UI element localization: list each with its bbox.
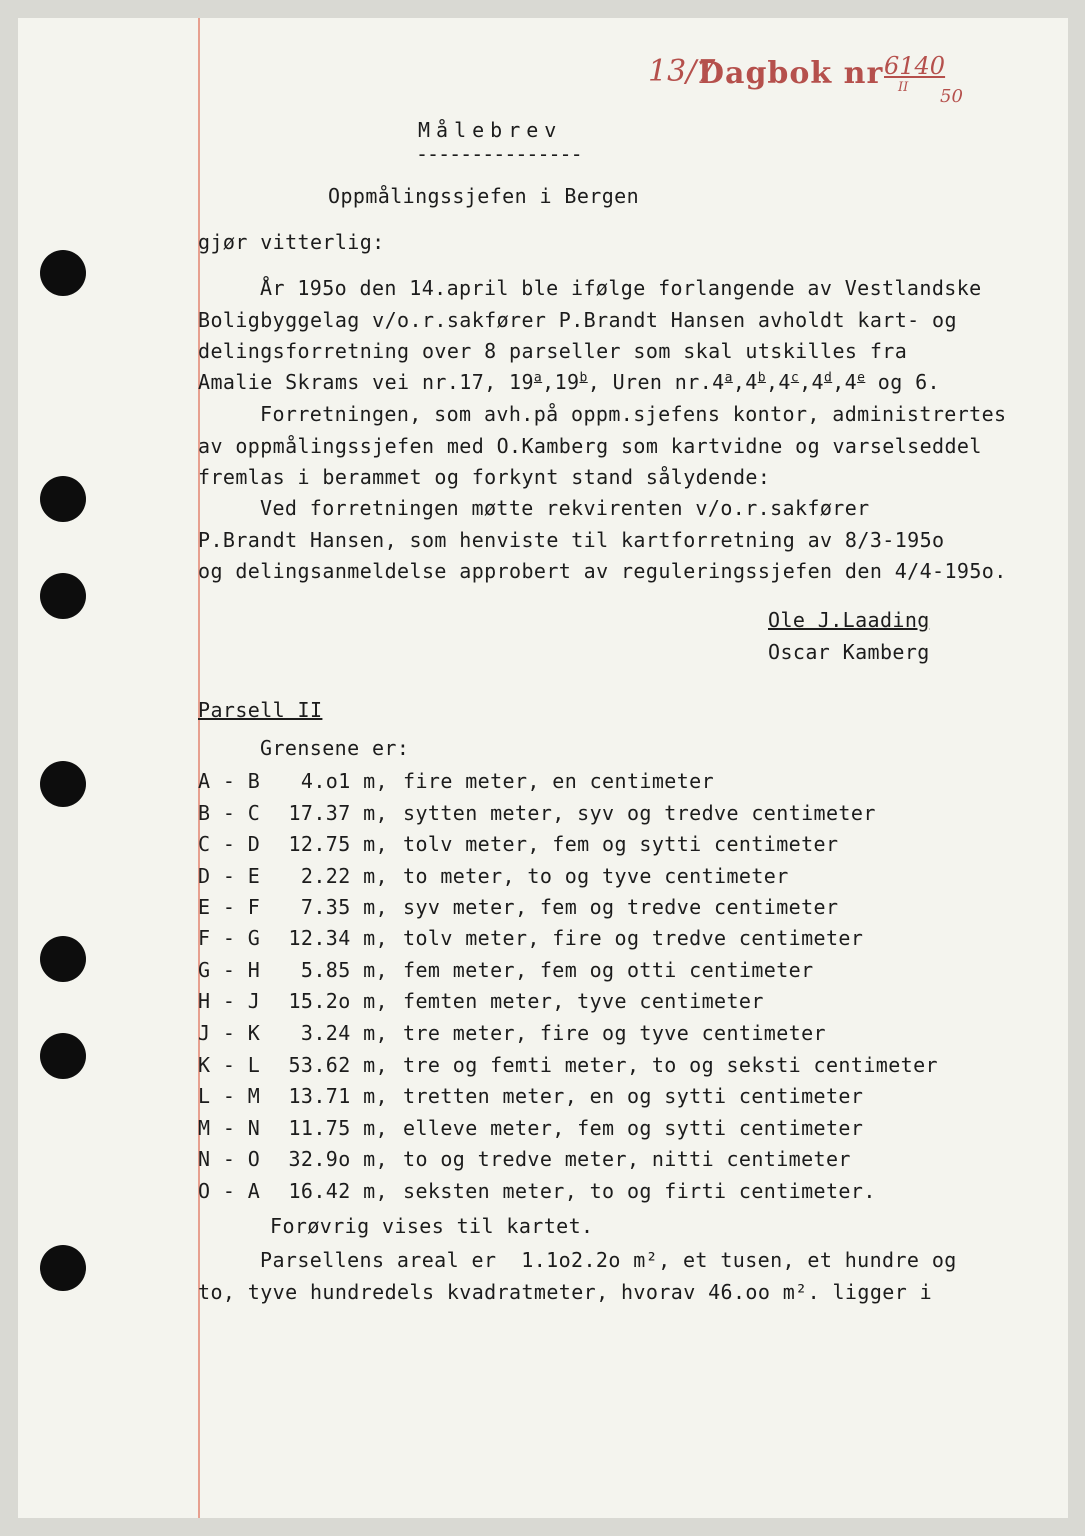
area-line: Parsellens areal er 1.1o2.2o m², et tusen, et hundre og <box>260 1248 957 1272</box>
boundary-segment: K - L <box>198 1053 261 1077</box>
boundary-segment: O - A <box>198 1179 261 1203</box>
boundary-description: to meter, to og tyve centimeter <box>403 864 789 888</box>
map-reference-note: Forøvrig vises til kartet. <box>270 1214 594 1238</box>
punch-hole <box>40 573 86 619</box>
boundary-length: 5.85 m, <box>300 958 388 982</box>
boundary-segment: N - O <box>198 1147 261 1171</box>
boundary-description: syv meter, fem og tredve centimeter <box>403 895 839 919</box>
boundary-segment: C - D <box>198 832 261 856</box>
boundary-description: tolv meter, fire og tredve centimeter <box>403 926 864 950</box>
boundary-description: tre og femti meter, to og seksti centimeter <box>403 1053 938 1077</box>
boundary-segment: G - H <box>198 958 261 982</box>
paragraph-line: Forretningen, som avh.på oppm.sjefens kontor, administrertes <box>260 402 1007 426</box>
boundary-description: fem meter, fem og otti centimeter <box>403 958 814 982</box>
signature-name: Ole J.Laading <box>768 608 930 632</box>
boundary-length: 15.2o m, <box>288 989 388 1013</box>
punch-hole <box>40 761 86 807</box>
paragraph-line: delingsforretning over 8 parseller som skal utskilles fra <box>198 339 908 363</box>
boundary-length: 13.71 m, <box>288 1084 388 1108</box>
paragraph-line: fremlas i berammet og forkynt stand sålydende: <box>198 465 771 489</box>
signature-name: Oscar Kamberg <box>768 640 930 664</box>
paragraph-line: Ved forretningen møtte rekvirenten v/o.r.sakfører <box>260 496 870 520</box>
stamp-note-handwritten: II <box>898 80 909 95</box>
title-underline: --------------- <box>416 142 582 166</box>
document-page <box>18 18 1068 1518</box>
stamp-year-handwritten: 50 <box>940 86 963 107</box>
boundary-length: 53.62 m, <box>288 1053 388 1077</box>
boundary-segment: J - K <box>198 1021 261 1045</box>
boundary-length: 17.37 m, <box>288 801 388 825</box>
boundary-length: 12.34 m, <box>288 926 388 950</box>
boundary-description: tretten meter, en og sytti centimeter <box>403 1084 864 1108</box>
boundary-length: 4.o1 m, <box>300 769 388 793</box>
punch-hole <box>40 1033 86 1079</box>
boundary-description: seksten meter, to og firti centimeter. <box>403 1179 876 1203</box>
area-line: to, tyve hundredels kvadratmeter, hvorav 46.oo m². ligger i <box>198 1280 933 1304</box>
boundary-segment: E - F <box>198 895 261 919</box>
boundary-segment: M - N <box>198 1116 261 1140</box>
boundary-segment: D - E <box>198 864 261 888</box>
boundary-segment: L - M <box>198 1084 261 1108</box>
dagbok-stamp: Dagbok nr <box>698 56 884 91</box>
page-title: Målebrev <box>418 118 563 142</box>
boundary-description: tre meter, fire og tyve centimeter <box>403 1021 826 1045</box>
issuing-office: Oppmålingssjefen i Bergen <box>328 184 640 208</box>
paragraph-line: P.Brandt Hansen, som henviste til kartforretning av 8/3-195o <box>198 528 945 552</box>
boundary-length: 7.35 m, <box>300 895 388 919</box>
parcel-heading: Parsell II <box>198 698 323 722</box>
boundary-length: 12.75 m, <box>288 832 388 856</box>
boundary-description: fire meter, en centimeter <box>403 769 715 793</box>
stamp-date-handwritten: 13/7 <box>648 54 716 89</box>
boundaries-intro: Grensene er: <box>260 736 410 760</box>
stamp-number-handwritten: 6140 <box>884 52 946 80</box>
paragraph-line: av oppmålingssjefen med O.Kamberg som kartvidne og varselseddel <box>198 434 982 458</box>
paragraph-line: Boligbyggelag v/o.r.sakfører P.Brandt Hansen avholdt kart- og <box>198 308 957 332</box>
paragraph-line: År 195o den 14.april ble ifølge forlangende av Vestlandske <box>260 276 982 300</box>
opening-line: gjør vitterlig: <box>198 230 385 254</box>
punch-hole <box>40 1245 86 1291</box>
punch-hole <box>40 476 86 522</box>
paragraph-line-addresses: Amalie Skrams vei nr.17, 19$^a$,19$^b$, Uren nr.4$^a$,4$^b$,4$^c$,4$^d$,4e og 6. <box>198 370 940 394</box>
boundary-description: sytten meter, syv og tredve centimeter <box>403 801 876 825</box>
boundary-description: elleve meter, fem og sytti centimeter <box>403 1116 864 1140</box>
punch-hole <box>40 250 86 296</box>
boundary-length: 11.75 m, <box>288 1116 388 1140</box>
punch-hole <box>40 936 86 982</box>
boundary-segment: H - J <box>198 989 261 1013</box>
boundary-segment: A - B <box>198 769 261 793</box>
boundary-description: femten meter, tyve centimeter <box>403 989 764 1013</box>
boundary-description: to og tredve meter, nitti centimeter <box>403 1147 851 1171</box>
paragraph-line: og delingsanmeldelse approbert av reguleringssjefen den 4/4-195o. <box>198 559 1007 583</box>
boundary-description: tolv meter, fem og sytti centimeter <box>403 832 839 856</box>
boundary-length: 2.22 m, <box>300 864 388 888</box>
boundary-length: 16.42 m, <box>288 1179 388 1203</box>
boundary-segment: B - C <box>198 801 261 825</box>
boundary-segment: F - G <box>198 926 261 950</box>
boundary-length: 3.24 m, <box>300 1021 388 1045</box>
boundary-length: 32.9o m, <box>288 1147 388 1171</box>
